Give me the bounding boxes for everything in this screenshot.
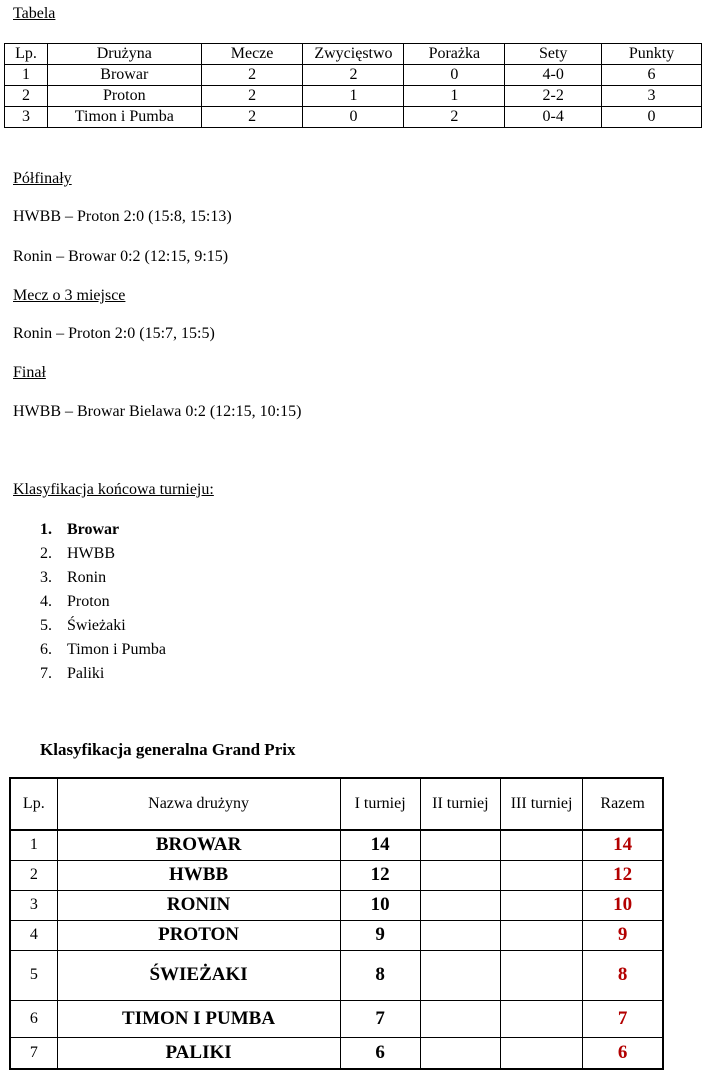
table-row <box>5 86 702 107</box>
table-cell: 0-4 <box>505 107 602 128</box>
header-cell: Sety <box>505 44 602 65</box>
table-row <box>10 860 663 890</box>
table-header-row <box>10 778 663 830</box>
table-cell <box>420 950 500 1000</box>
total-cell: 14 <box>583 830 663 860</box>
points-cell: 7 <box>340 1000 420 1037</box>
header-cell: Razem <box>583 778 663 830</box>
table-header-row <box>5 44 702 65</box>
team-name-cell: TIMON I PUMBA <box>57 1000 340 1037</box>
table-cell: 3 <box>5 107 48 128</box>
rank-team: HWBB <box>67 545 115 562</box>
table-cell: 2-2 <box>505 86 602 107</box>
team-name-cell: PROTON <box>57 920 340 950</box>
rank-team: Paliki <box>67 665 105 682</box>
header-cell: Punkty <box>602 44 702 65</box>
semifinal-match-1: HWBB – Proton 2:0 (15:8, 15:13) <box>13 208 232 225</box>
header-cell: Lp. <box>10 778 57 830</box>
list-item <box>40 518 166 542</box>
table-cell <box>500 1037 582 1069</box>
header-cell: I turniej <box>340 778 420 830</box>
third-place-match: Ronin – Proton 2:0 (15:7, 15:5) <box>13 325 215 342</box>
table-cell: 1 <box>5 65 48 86</box>
table-cell: 0 <box>602 107 702 128</box>
tabela-heading: Tabela <box>13 5 56 22</box>
table-cell: 0 <box>404 65 505 86</box>
table-cell <box>420 890 500 920</box>
table-cell: 4 <box>10 920 57 950</box>
list-item <box>40 614 166 638</box>
table-cell <box>500 1000 582 1037</box>
points-cell: 10 <box>340 890 420 920</box>
list-item <box>40 542 166 566</box>
table-cell <box>500 890 582 920</box>
table-cell: 0 <box>303 107 404 128</box>
table-row <box>10 950 663 1000</box>
header-cell: Zwycięstwo <box>303 44 404 65</box>
table-cell: 1 <box>404 86 505 107</box>
total-cell: 7 <box>583 1000 663 1037</box>
table-cell: 2 <box>404 107 505 128</box>
header-cell: Drużyna <box>47 44 201 65</box>
rank-team: Browar <box>67 521 120 538</box>
table-cell: 1 <box>10 830 57 860</box>
table-cell: 7 <box>10 1037 57 1069</box>
table-cell: 2 <box>303 65 404 86</box>
header-cell: Porażka <box>404 44 505 65</box>
final-heading: Finał <box>13 364 46 381</box>
header-cell: Mecze <box>201 44 303 65</box>
rank-number: 7. <box>40 665 52 682</box>
table-cell <box>420 1000 500 1037</box>
table-row <box>5 107 702 128</box>
rank-number: 4. <box>40 593 52 610</box>
table-cell: 2 <box>201 65 303 86</box>
total-cell: 10 <box>583 890 663 920</box>
table-row <box>5 65 702 86</box>
total-cell: 8 <box>583 950 663 1000</box>
table-cell <box>500 920 582 950</box>
list-item <box>40 662 166 686</box>
table-row <box>10 920 663 950</box>
header-cell: III turniej <box>500 778 582 830</box>
rank-number: 5. <box>40 617 52 634</box>
points-cell: 9 <box>340 920 420 950</box>
table-cell: Proton <box>47 86 201 107</box>
rank-team: Świeżaki <box>67 617 126 634</box>
rank-number: 2. <box>40 545 52 562</box>
table-cell <box>500 860 582 890</box>
table-cell: 2 <box>201 86 303 107</box>
table-cell <box>420 920 500 950</box>
points-cell: 14 <box>340 830 420 860</box>
table-row <box>10 1000 663 1037</box>
table-cell: Browar <box>47 65 201 86</box>
total-cell: 9 <box>583 920 663 950</box>
team-name-cell: ŚWIEŻAKI <box>57 950 340 1000</box>
table-cell: 2 <box>5 86 48 107</box>
header-cell: Nazwa drużyny <box>57 778 340 830</box>
table-cell: Timon i Pumba <box>47 107 201 128</box>
header-cell: Lp. <box>5 44 48 65</box>
table-cell <box>420 860 500 890</box>
third-place-heading: Mecz o 3 miejsce <box>13 287 126 304</box>
rank-team: Proton <box>67 593 110 610</box>
table-cell: 3 <box>10 890 57 920</box>
list-item <box>40 638 166 662</box>
points-cell: 6 <box>340 1037 420 1069</box>
list-item <box>40 590 166 614</box>
rank-number: 1. <box>40 521 52 538</box>
rank-team: Ronin <box>67 569 107 586</box>
table-cell: 1 <box>303 86 404 107</box>
rank-number: 3. <box>40 569 52 586</box>
header-cell: II turniej <box>420 778 500 830</box>
table-row <box>10 890 663 920</box>
team-name-cell: HWBB <box>57 860 340 890</box>
grand-prix-heading: Klasyfikacja generalna Grand Prix <box>40 740 296 759</box>
table-cell: 6 <box>602 65 702 86</box>
table-cell <box>500 830 582 860</box>
table-cell <box>500 950 582 1000</box>
table-cell: 6 <box>10 1000 57 1037</box>
grand-prix-table <box>9 777 664 1070</box>
table-cell <box>420 830 500 860</box>
team-name-cell: RONIN <box>57 890 340 920</box>
group-table <box>4 43 702 128</box>
table-row <box>10 830 663 860</box>
team-name-cell: BROWAR <box>57 830 340 860</box>
total-cell: 6 <box>583 1037 663 1069</box>
total-cell: 12 <box>583 860 663 890</box>
rank-team: Timon i Pumba <box>67 641 166 658</box>
final-ranking-heading: Klasyfikacja końcowa turnieju: <box>13 481 214 498</box>
points-cell: 8 <box>340 950 420 1000</box>
table-cell: 5 <box>10 950 57 1000</box>
final-match: HWBB – Browar Bielawa 0:2 (12:15, 10:15) <box>13 403 302 420</box>
final-ranking-list <box>40 518 166 686</box>
table-cell <box>420 1037 500 1069</box>
table-row <box>10 1037 663 1069</box>
table-cell: 2 <box>201 107 303 128</box>
rank-number: 6. <box>40 641 52 658</box>
table-cell: 2 <box>10 860 57 890</box>
table-cell: 3 <box>602 86 702 107</box>
list-item <box>40 566 166 590</box>
table-cell: 4-0 <box>505 65 602 86</box>
semifinal-match-2: Ronin – Browar 0:2 (12:15, 9:15) <box>13 248 229 265</box>
team-name-cell: PALIKI <box>57 1037 340 1069</box>
points-cell: 12 <box>340 860 420 890</box>
semifinals-heading: Półfinały <box>13 170 72 187</box>
